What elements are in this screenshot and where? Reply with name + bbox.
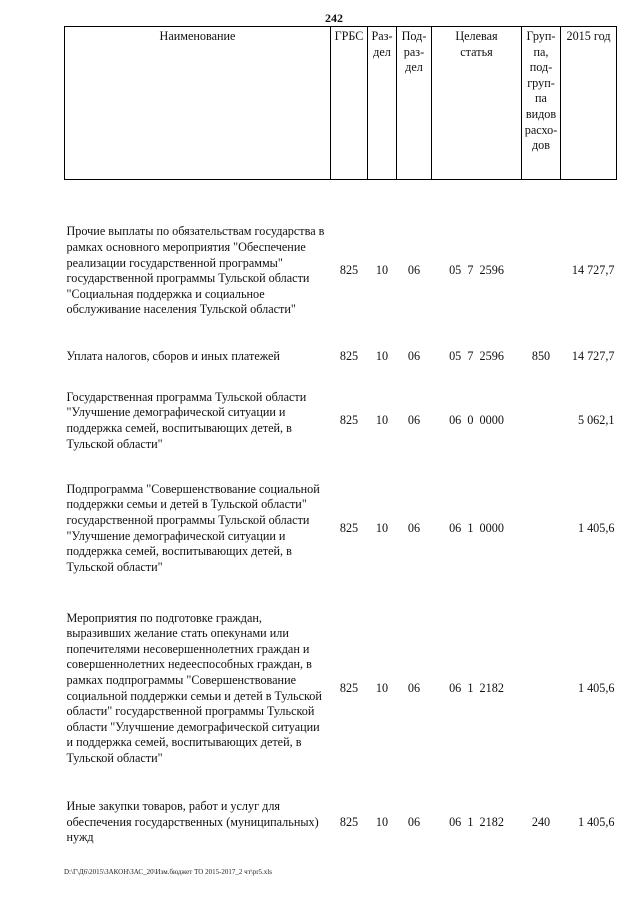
header-target: Целевая статья [432,27,522,180]
row-razdel: 10 [375,680,389,695]
row-group [522,379,561,464]
table-row [65,784,617,862]
table-row [65,464,617,594]
row-group: 240 [531,814,551,829]
row-name: Уплата налогов, сборов и иных платежей [66,348,280,363]
table-row [65,594,617,784]
row-razdel: 10 [375,520,389,535]
row-name: Государственная программа Тульской области "Улучшение демографической ситуации и поддержка семей, воспитывающих детей, в Тульской области" [66,389,307,451]
row-razdel: 10 [375,263,389,278]
row-amount: 1 405,6 [577,520,615,535]
row-podrazdel: 06 [407,520,421,535]
row-amount: 5 062,1 [577,413,615,428]
row-target: 06 1 2182 [449,680,504,695]
header-grbs: ГРБС [331,27,368,180]
row-podrazdel: 06 [407,814,421,829]
row-grbs: 825 [339,263,359,278]
table-row [65,335,617,379]
row-razdel: 10 [375,348,389,363]
table-header-row [65,27,617,180]
row-amount: 14 727,7 [571,348,615,363]
table-row [65,379,617,464]
header-podrazdel: Под- раз- дел [397,27,432,180]
row-podrazdel: 06 [407,348,421,363]
row-podrazdel: 06 [407,680,421,695]
row-razdel: 10 [375,413,389,428]
budget-table [64,26,617,862]
row-group [522,464,561,594]
row-target: 06 0 0000 [449,413,504,428]
row-target: 05 7 2596 [449,348,504,363]
page-number: 242 [325,11,343,25]
row-target: 06 1 0000 [449,520,504,535]
row-target: 06 1 2182 [449,814,504,829]
row-grbs: 825 [339,348,359,363]
table-row [65,180,617,335]
row-group: 850 [531,348,551,363]
row-group [522,180,561,335]
header-group: Груп- па, под- груп- па видов расхо- дов [522,27,561,180]
row-grbs: 825 [339,680,359,695]
row-grbs: 825 [339,520,359,535]
file-path-footer: D:\Г\Д6\2015\ЗАКОН\ЗАС_20\Изм.бюджет ТО 2015-2017_2 чт\pr5.xls [64,868,272,876]
row-podrazdel: 06 [407,263,421,278]
row-name: Прочие выплаты по обязательствам государства в рамках основного мероприятия "Обеспечение реализации государственной программы" государственной программы Тульской области "Социальная поддержка и социальное обслуживание населения Тульской области" [66,224,325,317]
row-amount: 1 405,6 [577,680,615,695]
header-year: 2015 год [561,27,617,180]
row-razdel: 10 [375,814,389,829]
header-name: Наименование [65,27,331,180]
row-amount: 14 727,7 [571,263,615,278]
row-group [522,594,561,784]
row-name: Подпрограмма "Совершенствование социальной поддержки семьи и детей в Тульской области" государственной программы Тульской области "Улучшение демографической ситуации и поддержка семей, воспитывающих детей, в Тульской области" [66,481,320,574]
row-grbs: 825 [339,814,359,829]
row-grbs: 825 [339,413,359,428]
header-razdel: Раз- дел [368,27,397,180]
row-name: Иные закупки товаров, работ и услуг для обеспечения государственных (муниципальных) нужд [66,799,319,845]
row-target: 05 7 2596 [449,263,504,278]
row-amount: 1 405,6 [577,814,615,829]
row-podrazdel: 06 [407,413,421,428]
row-name: Мероприятия по подготовке граждан, выразивших желание стать опекунами или попечителями несовершеннолетних граждан и совершеннолетних недееспособных граждан, в рамках подпрограммы "Совершенствование социальной поддержки семьи и детей в Тульской области" государственной программы Тульской области "Улучшение демографической ситуации и поддержка семей, воспитывающих детей, в Тульской области" [66,610,322,765]
